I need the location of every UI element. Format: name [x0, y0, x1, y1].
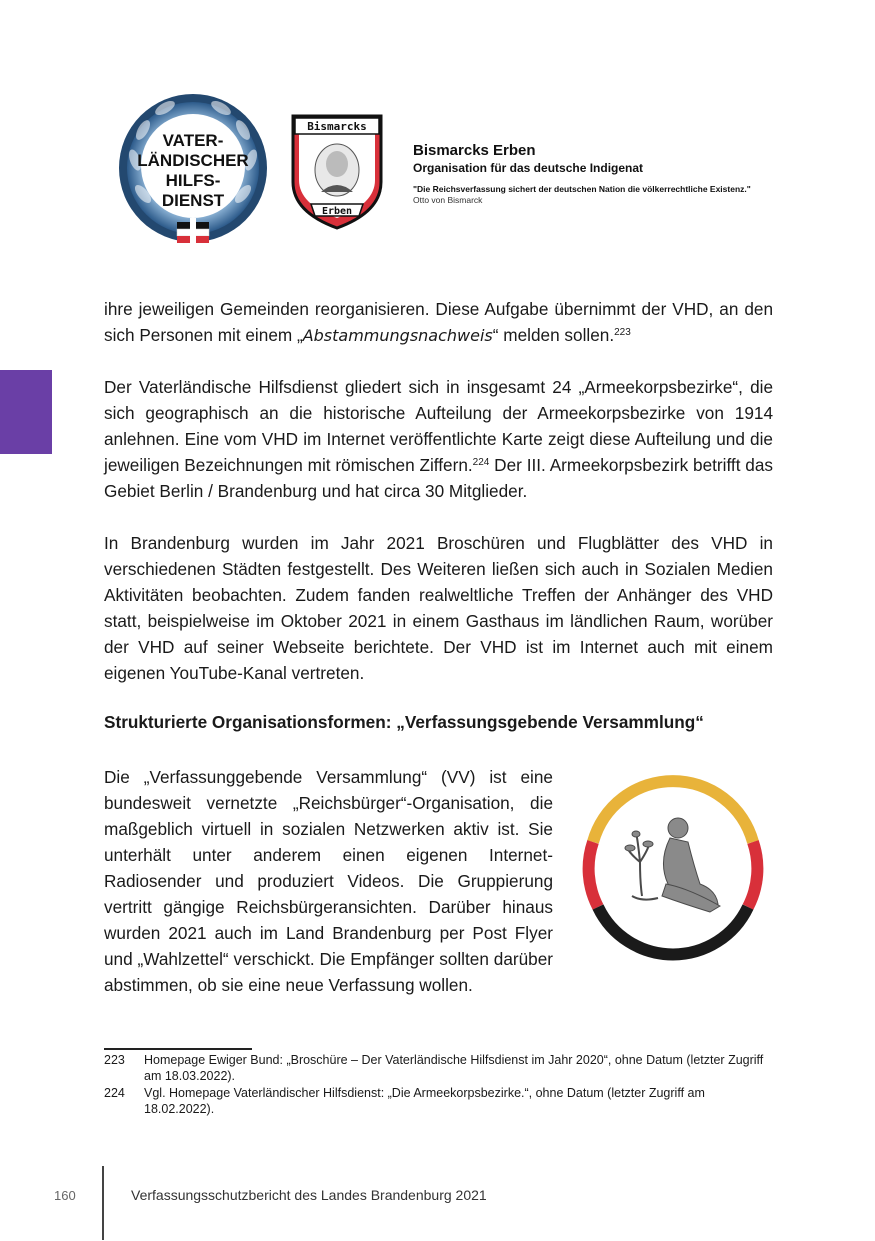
footnote-224 [104, 1085, 774, 1117]
footnote-number: 224 [104, 1086, 125, 1100]
vv-medallion-image [578, 772, 768, 962]
footer-divider [102, 1166, 104, 1240]
paragraph-2 [104, 374, 773, 504]
paragraph-1-italic-term: Abstammungsnachweis [302, 326, 493, 345]
bismarck-badge-top: Bismarcks [307, 120, 367, 133]
footnote-ref-224[interactable]: 224 [472, 457, 490, 468]
paragraph-1 [104, 296, 773, 349]
bismarck-text-block [413, 142, 773, 205]
page-number: 160 [54, 1188, 76, 1203]
footer-title: Verfassungsschutzbericht des Landes Brandenburg 2021 [131, 1187, 487, 1203]
vhd-logo-line-2: LÄNDISCHER [137, 151, 249, 170]
footnote-223 [104, 1052, 774, 1084]
vhd-logo-line-1: VATER- [162, 131, 224, 150]
vhd-logo-line-3: HILFS- [165, 171, 221, 190]
vhd-wreath-logo [113, 90, 273, 250]
footnote-number: 223 [104, 1053, 125, 1067]
bismarcks-erben-shield-logo [289, 112, 385, 232]
section-heading: Strukturierte Organisationsformen: „Verfassungsgebende Versammlung“ [104, 712, 704, 732]
paragraph-2-text-a: Der Vaterländische Hilfsdienst gliedert sich in insgesamt 24 „Armeekorpsbezirke“, die sich geographisch an die historische Aufteilung der Armeekorpsbezirke von 1914 anlehnen. Eine vom VHD im Internet veröffentlichte Karte zeigt diese Aufteilung und die jeweiligen Bezeichnungen mit römischen Ziffern. [104, 377, 773, 475]
vhd-logo-line-4: DIENST [161, 191, 225, 210]
bismarck-author: Otto von Bismarck [413, 195, 483, 205]
bismarck-subtitle: Organisation für das deutsche Indigenat [413, 161, 644, 175]
paragraph-3: In Brandenburg wurden im Jahr 2021 Broschüren und Flugblätter des VHD in verschiedenen Städten festgestellt. Des Weiteren ließen sich auch in Sozialen Medien Aktivitäten beobachten. Zudem fanden realweltliche Treffen der Anhänger des VHD statt, beispielweise im Oktober 2021 in einem Gasthaus im ländlichen Raum, worüber der VHD auf seiner Webseite berichtete. Der VHD ist im Internet auch mit einem eigenen YouTube-Kanal vertreten. [104, 533, 773, 683]
footnote-text: Vgl. Homepage Vaterländischer Hilfsdienst: „Die Armeekorpsbezirke.“, ohne Datum (letzter Zugriff am 18.02.2022). [144, 1086, 705, 1116]
footnote-text: Homepage Ewiger Bund: „Broschüre – Der Vaterländische Hilfsdienst im Jahr 2020“, ohne Datum (letzter Zugriff am 18.03.2022). [144, 1053, 764, 1083]
paragraph-1-text-a: ihre jeweiligen Gemeinden reorganisieren. Diese Aufgabe übernimmt der VHD, an den sich Personen mit einem „ [104, 299, 773, 345]
logo-strip [103, 82, 775, 258]
chapter-side-tab [0, 370, 52, 454]
paragraph-1-text-b: “ melden sollen. [492, 325, 615, 345]
footnote-separator [104, 1048, 252, 1050]
paragraph-4: Die „Verfassunggebende Versammlung“ (VV) ist eine bundesweit vernetzte „Reichsbürger“-Organisation, die maßgeblich virtuell in sozialen Netzwerken aktiv ist. Sie unterhält unter anderem einen eigenen Internet-Radiosender und produziert Videos. Die Gruppierung vertritt gängige Reichsbürgeransichten. Darüber hinaus wurden 2021 auch im Land Brandenburg per Post Flyer und „Wahlzettel“ verschickt. Die Empfänger sollten darüber abstimmen, ob sie eine neue Verfassung wollen. [104, 767, 553, 995]
bismarck-badge-bottom: Erben [321, 206, 353, 217]
footnotes [104, 1052, 774, 1118]
footnote-ref-223[interactable]: 223 [614, 327, 631, 338]
paragraph-2-text-b: Der III. Armeekorpsbezirk betrifft das Gebiet Berlin / Brandenburg und hat circa 30 Mitglieder. [104, 455, 774, 501]
bismarck-quote: "Die Reichsverfassung sichert der deutschen Nation die völkerrechtliche Existenz." [413, 184, 751, 194]
bismarck-title: Bismarcks Erben [413, 142, 536, 159]
